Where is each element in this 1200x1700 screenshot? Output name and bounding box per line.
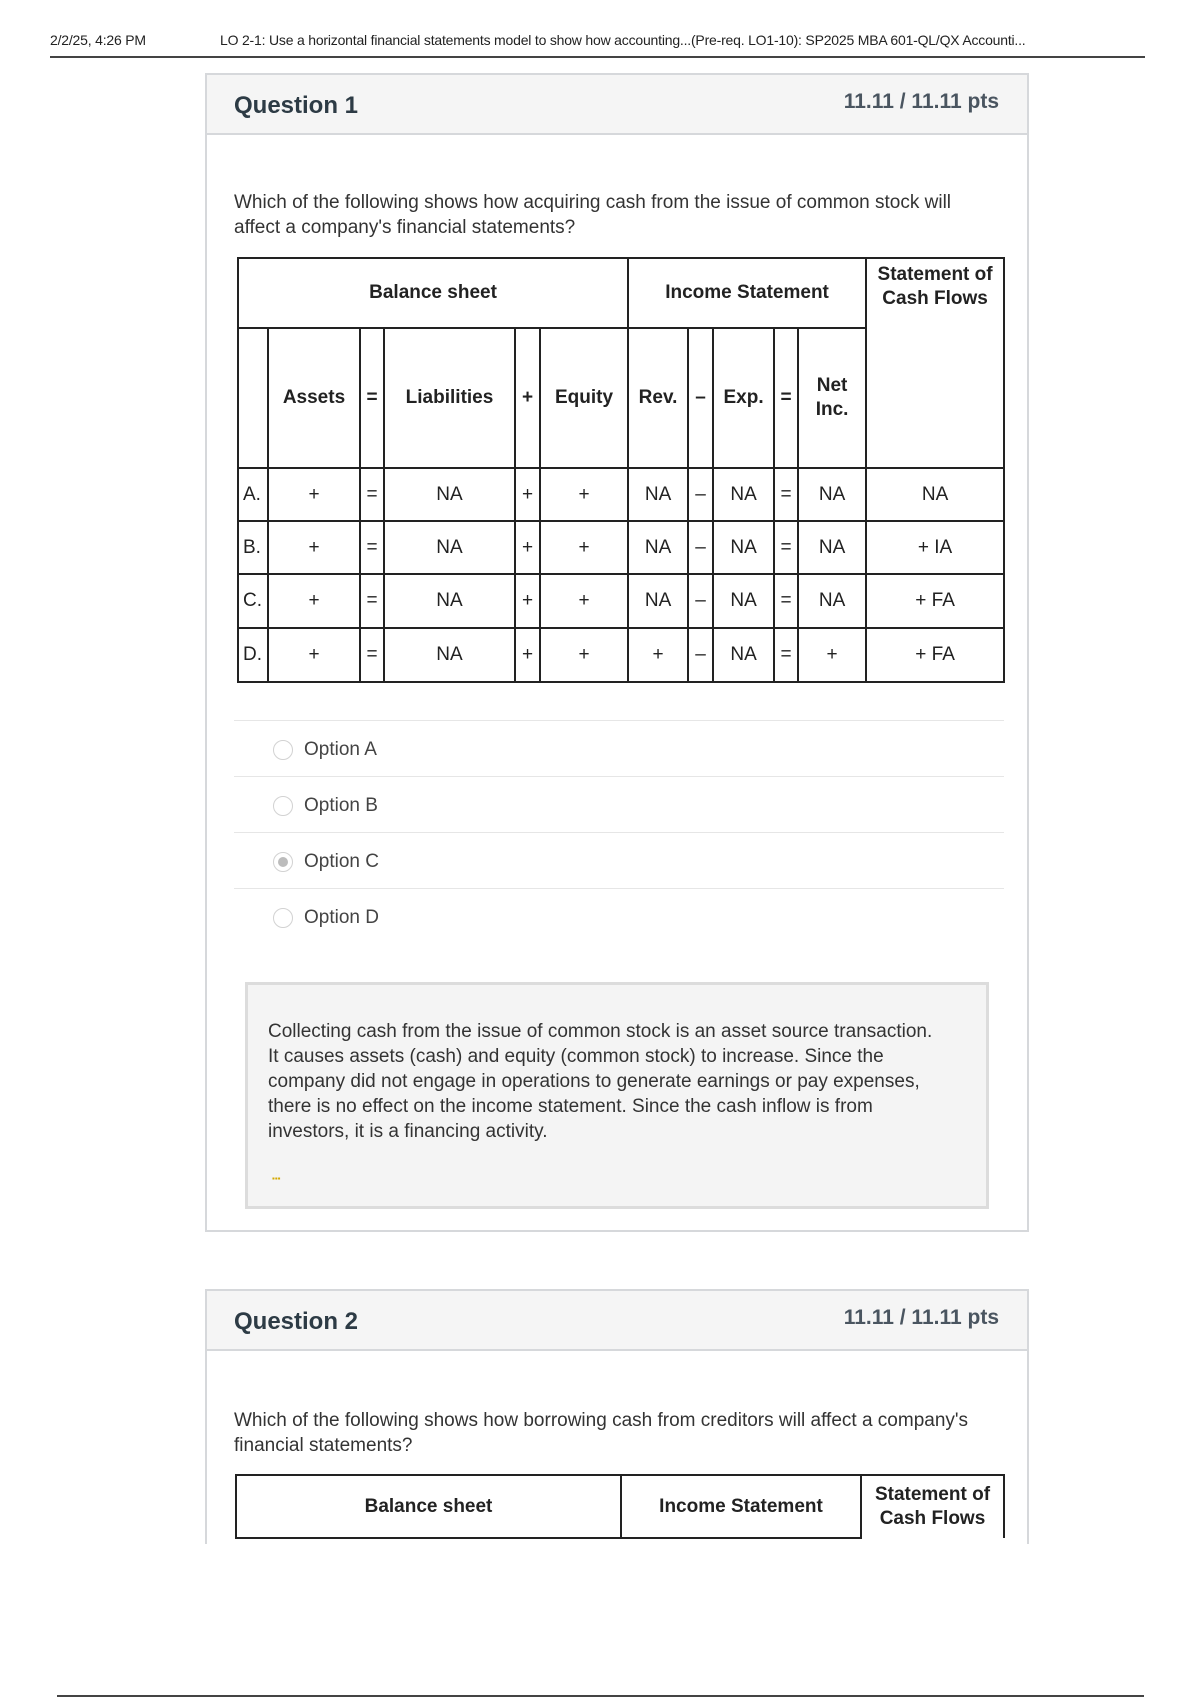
table-row	[238, 521, 1004, 574]
question-2-points: 11.11 / 11.11 pts	[843, 1306, 999, 1329]
question-2-card	[205, 1289, 1029, 1544]
question-1-text: Which of the following shows how acquiring cash from the issue of common stock will affect a company's financial statements?	[234, 192, 952, 238]
question-2-header	[207, 1291, 1027, 1351]
assets-header: Assets	[268, 328, 360, 468]
plus-header: +	[515, 328, 540, 468]
row-label-header	[238, 328, 268, 468]
option-label: Option C	[304, 851, 379, 872]
cell-revenue: NA	[628, 521, 688, 574]
cell-assets: +	[268, 521, 360, 574]
cell-equals: =	[360, 521, 384, 574]
table-row	[238, 468, 1004, 521]
cell-expenses: NA	[713, 468, 774, 521]
cell-assets: +	[268, 574, 360, 628]
cell-revenue: +	[628, 628, 688, 682]
cell-liabilities: NA	[384, 574, 515, 628]
cell-cash-flows: + IA	[866, 521, 1004, 574]
radio-button[interactable]	[273, 740, 293, 760]
cell-equals: =	[360, 468, 384, 521]
cell-cash-flows: + FA	[866, 574, 1004, 628]
header-divider	[50, 56, 1145, 58]
cell-equals-2: =	[774, 468, 798, 521]
option-label: Option B	[304, 795, 378, 816]
net-income-header: Net Inc.	[798, 328, 866, 468]
row-label: C.	[238, 574, 268, 628]
cell-equals-2: =	[774, 574, 798, 628]
liabilities-header: Liabilities	[384, 328, 515, 468]
print-header	[50, 28, 1145, 58]
cell-net-income: NA	[798, 521, 866, 574]
equals-header: =	[360, 328, 384, 468]
income-statement-header: Income Statement	[628, 258, 866, 328]
cell-equity: +	[540, 521, 628, 574]
cell-equals-2: =	[774, 521, 798, 574]
option-a[interactable]	[234, 720, 1004, 776]
cell-expenses: NA	[713, 628, 774, 682]
cell-liabilities: NA	[384, 521, 515, 574]
cell-cash-flows: + FA	[866, 628, 1004, 682]
revenue-header: Rev.	[628, 328, 688, 468]
option-label: Option D	[304, 907, 379, 928]
balance-sheet-header: Balance sheet	[238, 258, 628, 328]
radio-button[interactable]	[273, 796, 293, 816]
cell-expenses: NA	[713, 521, 774, 574]
answer-options	[234, 720, 1004, 944]
cell-liabilities: NA	[384, 468, 515, 521]
cell-liabilities: NA	[384, 628, 515, 682]
cell-plus: +	[515, 574, 540, 628]
feedback-text: Collecting cash from the issue of common stock is an asset source transaction. It causes assets (cash) and equity (common stock) to increase. Since the company did not engage in operations to generate earnings or pay expenses, there is no effect on the income statement. Since the cash inflow is from investors, it is a financing activity.	[268, 1021, 933, 1142]
cell-revenue: NA	[628, 468, 688, 521]
question-1-card	[205, 73, 1029, 1232]
cell-equals-2: =	[774, 628, 798, 682]
row-label: B.	[238, 521, 268, 574]
financial-model-table	[237, 257, 1005, 683]
cell-equity: +	[540, 468, 628, 521]
cell-minus: –	[688, 628, 713, 682]
equals-header-2: =	[774, 328, 798, 468]
cell-minus: –	[688, 521, 713, 574]
balance-sheet-header: Balance sheet	[236, 1475, 621, 1538]
cell-net-income: NA	[798, 468, 866, 521]
table-row	[238, 574, 1004, 628]
cell-net-income: NA	[798, 574, 866, 628]
minus-header: –	[688, 328, 713, 468]
cell-equity: +	[540, 628, 628, 682]
cell-plus: +	[515, 521, 540, 574]
print-date: 2/2/25, 4:26 PM	[50, 32, 146, 48]
radio-button[interactable]	[273, 908, 293, 928]
row-label: D.	[238, 628, 268, 682]
question-1-title: Question 1	[234, 92, 359, 119]
answer-feedback	[245, 982, 989, 1209]
cell-equals: =	[360, 628, 384, 682]
question-2-text: Which of the following shows how borrowing cash from creditors will affect a company's financial statements?	[234, 1410, 969, 1456]
equity-header: Equity	[540, 328, 628, 468]
expenses-header: Exp.	[713, 328, 774, 468]
print-page-title: LO 2-1: Use a horizontal financial statements model to show how accounting...(Pre-req. LO1-10): SP2025 MBA 601-QL/QX Accounti...	[220, 32, 1026, 48]
financial-model-table-2	[235, 1474, 1005, 1539]
cell-plus: +	[515, 628, 540, 682]
cell-assets: +	[268, 468, 360, 521]
cell-net-income: +	[798, 628, 866, 682]
cell-expenses: NA	[713, 574, 774, 628]
option-c[interactable]	[234, 832, 1004, 888]
cell-revenue: NA	[628, 574, 688, 628]
cash-flows-header: Statement of Cash Flows	[861, 1475, 1004, 1538]
cell-minus: –	[688, 574, 713, 628]
option-label: Option A	[304, 739, 377, 760]
radio-button-selected[interactable]	[273, 852, 293, 872]
question-1-header	[207, 75, 1027, 135]
option-b[interactable]	[234, 776, 1004, 832]
question-2-title: Question 2	[234, 1308, 359, 1335]
option-d[interactable]	[234, 888, 1004, 944]
cell-assets: +	[268, 628, 360, 682]
cell-cash-flows: NA	[866, 468, 1004, 521]
cell-equals: =	[360, 574, 384, 628]
table-row	[238, 628, 1004, 682]
cell-plus: +	[515, 468, 540, 521]
footer-divider	[57, 1695, 1144, 1697]
question-1-points: 11.11 / 11.11 pts	[843, 90, 999, 113]
cash-flows-header: Statement of Cash Flows	[866, 258, 1004, 468]
feedback-mark: ▪▪▪	[272, 1174, 281, 1183]
income-statement-header: Income Statement	[621, 1475, 861, 1538]
cell-minus: –	[688, 468, 713, 521]
row-label: A.	[238, 468, 268, 521]
cell-equity: +	[540, 574, 628, 628]
